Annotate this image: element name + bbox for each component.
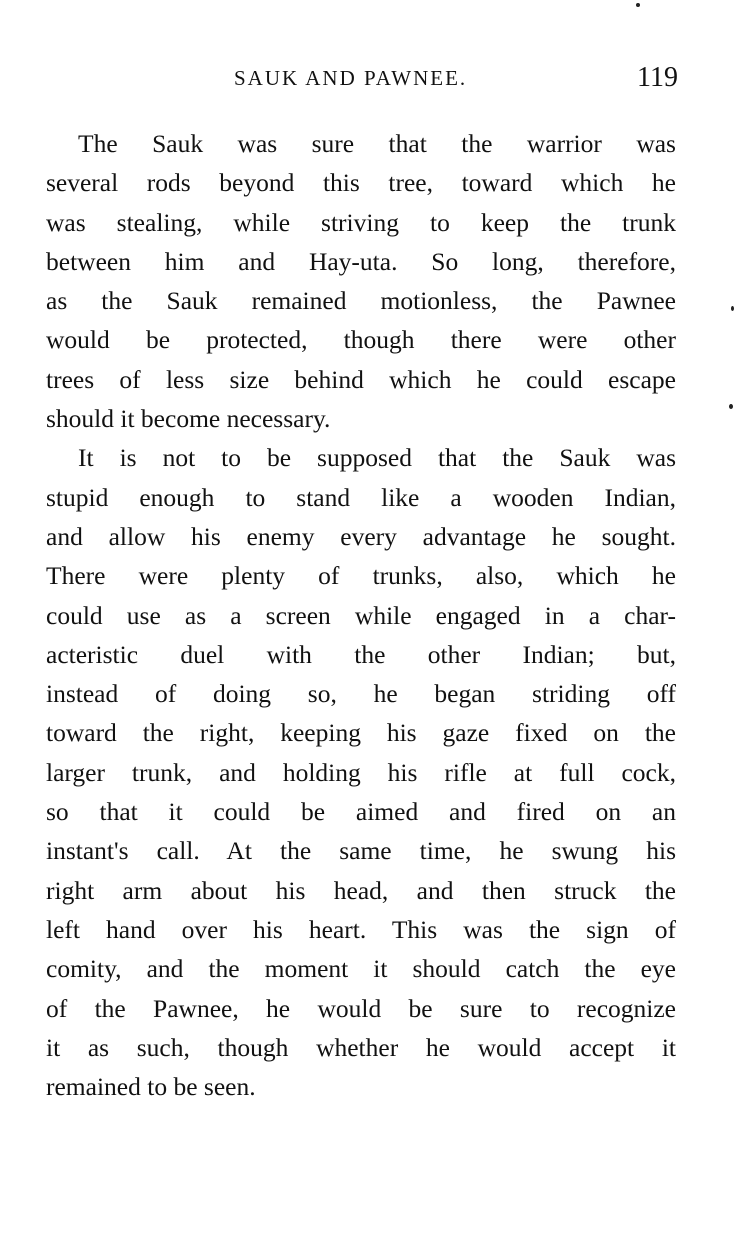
text-line: instead of doing so, he began striding off <box>46 679 676 709</box>
running-head <box>46 62 678 96</box>
text-line: several rods beyond this tree, toward which he <box>46 168 676 198</box>
text-line: and allow his enemy every advantage he sought. <box>46 521 676 551</box>
ink-speck <box>731 306 734 311</box>
ink-speck <box>729 404 733 409</box>
text-line: left hand over his heart. This was the sign of <box>46 914 676 944</box>
text-line: so that it could be aimed and fired on an <box>46 797 676 827</box>
text-line: acteristic duel with the other Indian; but, <box>46 639 676 669</box>
text-line: comity, and the moment it should catch the eye <box>46 954 676 984</box>
text-line: toward the right, keeping his gaze fixed on the <box>46 718 676 748</box>
text-line: should it become necessary. <box>46 404 331 434</box>
text-line: trees of less size behind which he could escape <box>46 364 676 394</box>
text-line: It is not to be supposed that the Sauk was <box>78 443 676 473</box>
body-text <box>46 124 676 1106</box>
text-line: would be protected, though there were other <box>46 325 676 355</box>
text-line: larger trunk, and holding his rifle at full cock, <box>46 757 676 787</box>
text-line: The Sauk was sure that the warrior was <box>78 129 676 158</box>
text-line: instant's call. At the same time, he swung his <box>46 836 676 866</box>
text-line: right arm about his head, and then struck the <box>46 875 676 905</box>
text-line: was stealing, while striving to keep the trunk <box>46 207 676 237</box>
text-line: of the Pawnee, he would be sure to recognize <box>46 993 676 1023</box>
running-title: SAUK AND PAWNEE. <box>234 66 468 90</box>
text-line: as the Sauk remained motionless, the Pawnee <box>46 286 676 316</box>
text-line: stupid enough to stand like a wooden Indian, <box>46 482 676 512</box>
text-line: remained to be seen. <box>46 1072 256 1102</box>
ink-speck <box>636 3 640 7</box>
text-line: There were plenty of trunks, also, which he <box>46 561 676 591</box>
text-line: it as such, though whether he would accept it <box>46 1032 676 1062</box>
page-number: 119 <box>637 62 678 93</box>
text-line: between him and Hay-uta. So long, therefore, <box>46 246 676 276</box>
text-line: could use as a screen while engaged in a char- <box>46 600 676 630</box>
